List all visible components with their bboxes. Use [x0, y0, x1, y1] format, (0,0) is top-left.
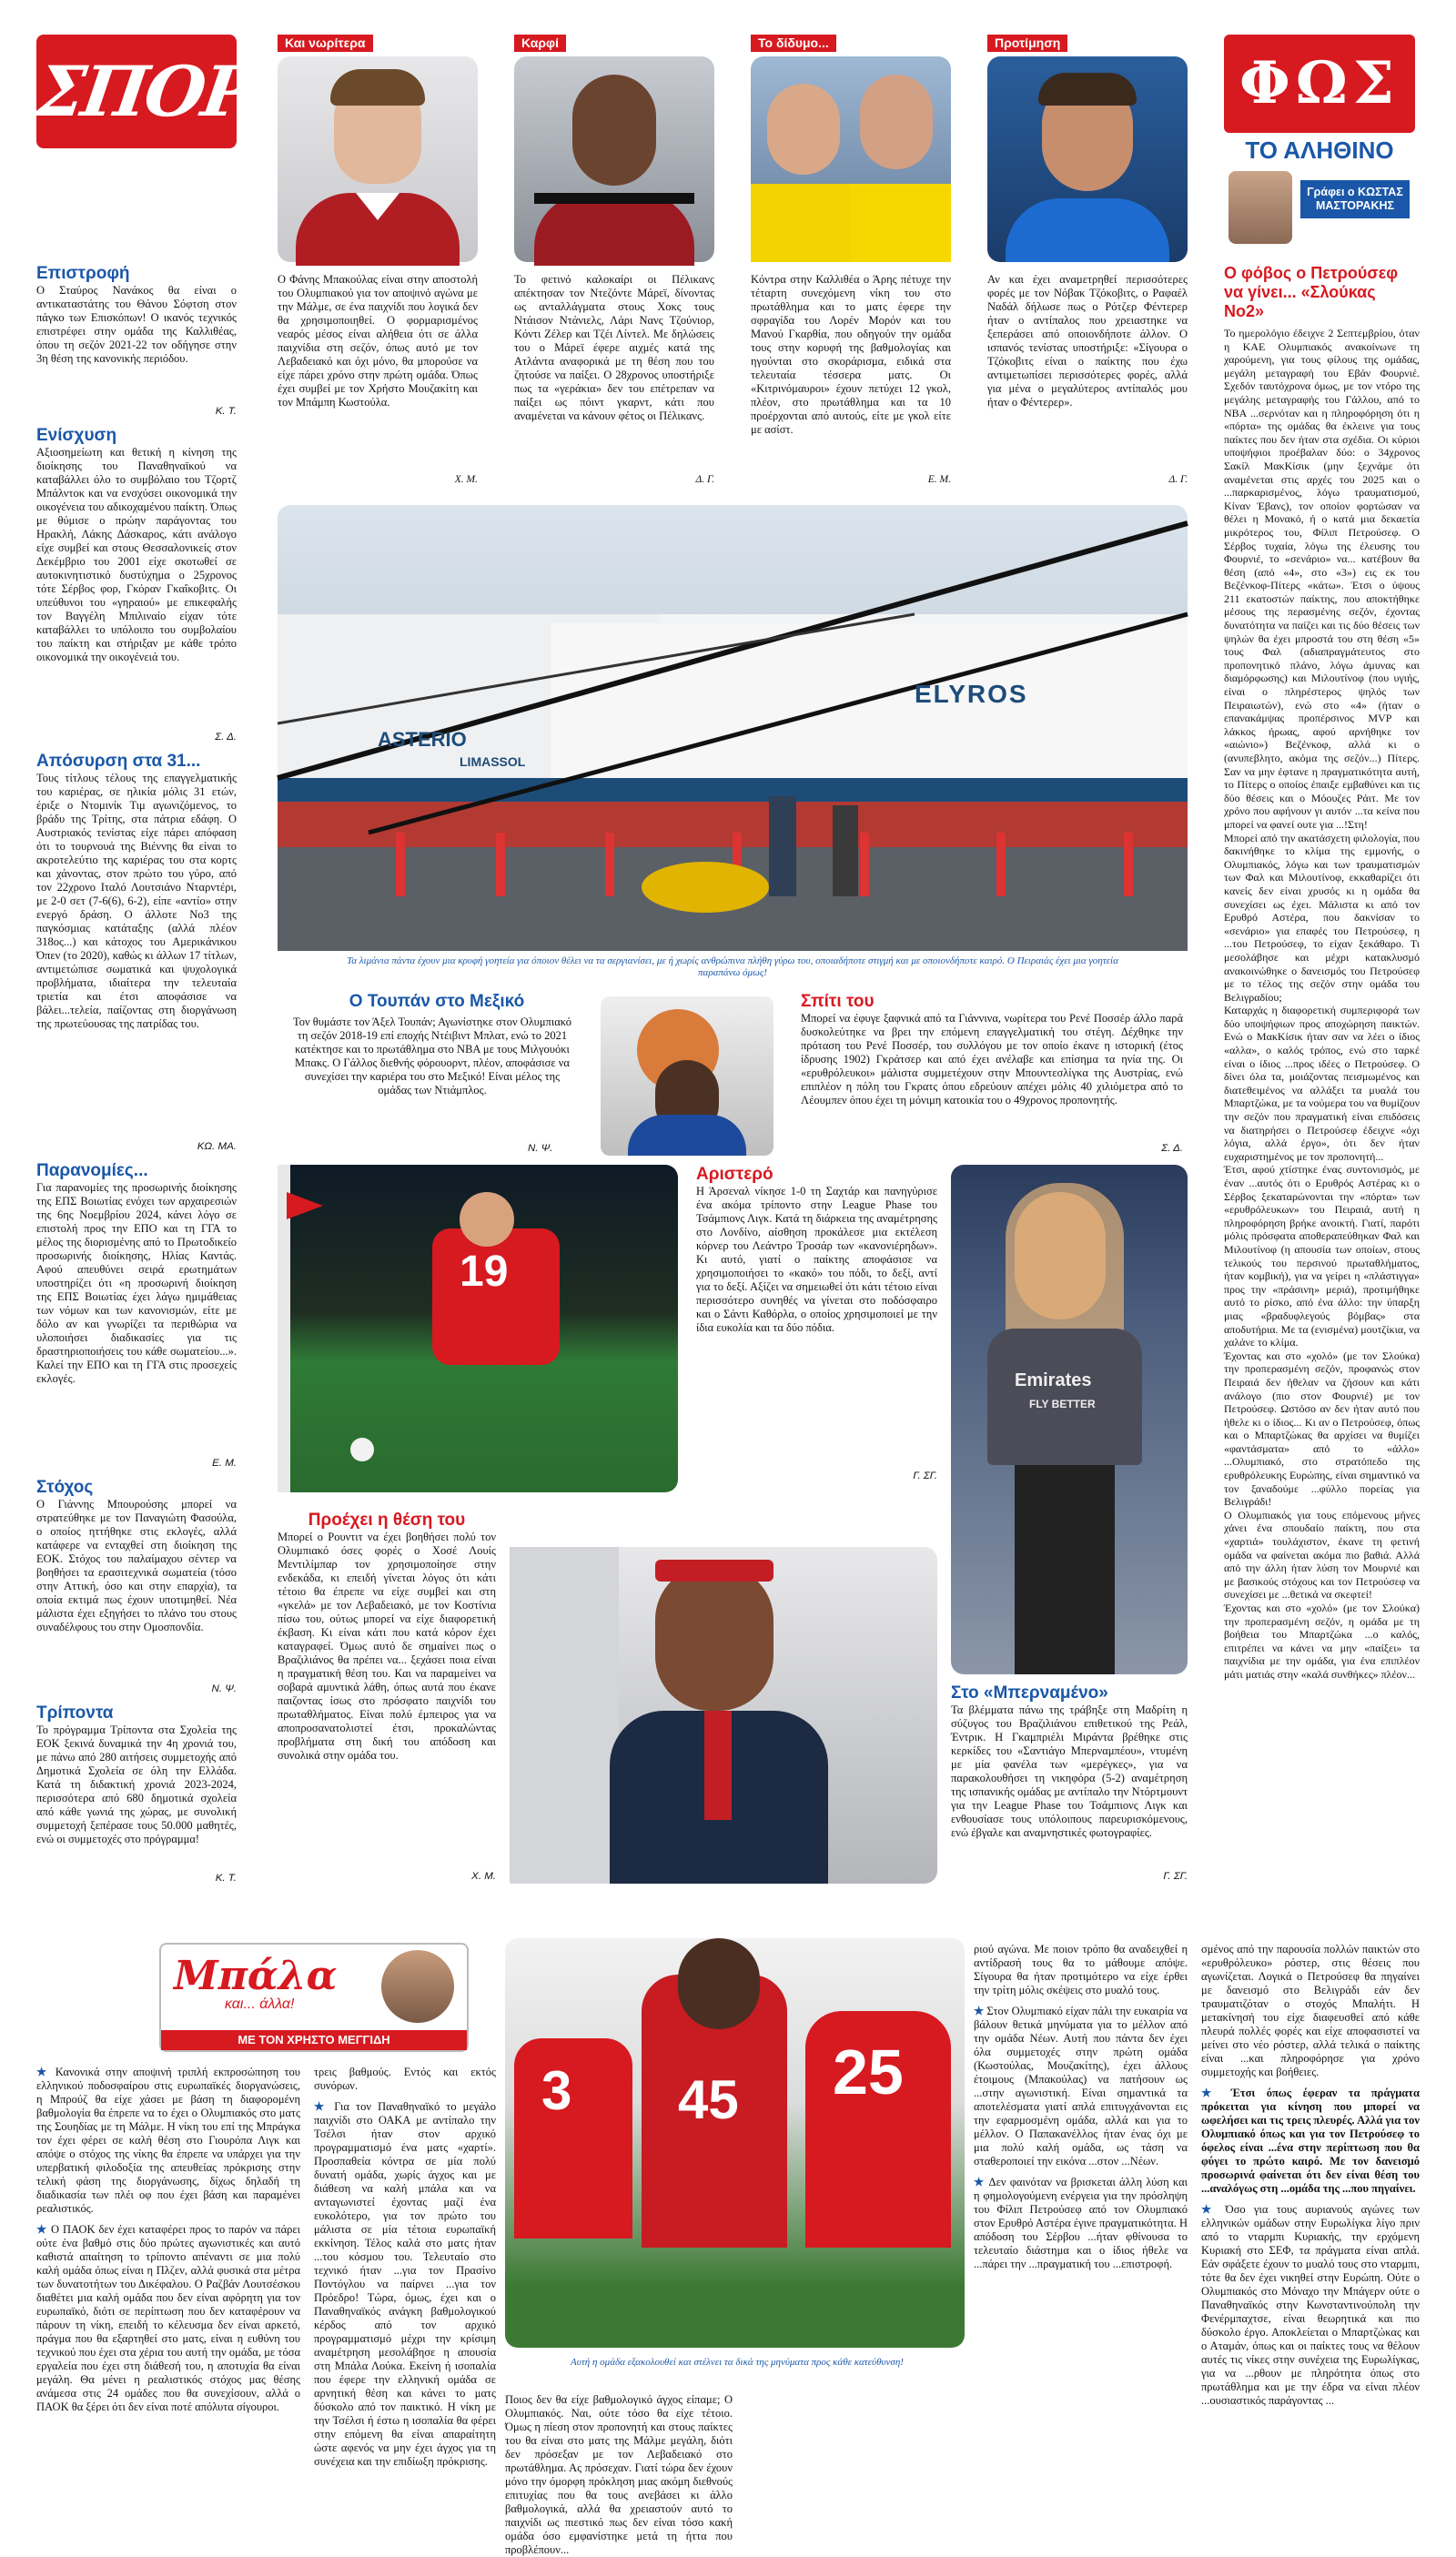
- byline: Σ. Δ.: [215, 732, 237, 743]
- paragraph: Ποιος δεν θα είχε βαθμολογικό άγχος είπαμε; Ο Ολυμπιακός. Ναι, ούτε τόσο θα είχε τέτοιο. Όμως η πίεση στον προπονητή και στους παίκτες του θα είναι στο ματς της Μάλμε μεγάλη, διότι δεν πρόσεξαν με τον Λεβαδειακό στο πρωτάθλημα. Ας πρόσεχαν. Γιατί τώρα δεν έχουν μόνο την όμορφη πρόκληση μιας ακόμη διεθνούς επιτυχίας που θα τους ανεβάσει κι άλλο βαθμολογικά, αλλά θα χρειαστούν αυτό το παιχνίδι ως πιεστικό πως δεν είναι τόσο κακή ομάδα όσο εμφανίστηκε μετά τη ήττα που προβλέπουν...: [505, 2393, 733, 2556]
- byline: Χ. Μ.: [454, 474, 478, 485]
- bottom-col-1: [36, 2066, 300, 2475]
- brief-text: Για παρανομίες της προσωρινής διοίκησης της ΕΠΣ Βοιωτίας ενόχει των αρχαιρεσιών της 6ης Νοεμβρίου 2024, κάνει λόγο σε επιστολή προς την ΕΠΟ και τη ΓΓΑ το μέλος της διορισμένης από το Πρωτοδικείο προσωρινής διοίκησης, Ηλίας Καντάς. Αφού απευθύνει σειρά ερωτημάτων υποστηρίζει ότι «η προσωρινή διοίκηση της ΕΠΣ Βοιωτίας έχει λάγω ημιμάθειας των νόμων και των κανονισμών, είτε με δόλο αν και γνωρίζει τα περιθώρια να υλοποιήσει διαδικασίες για τις δραστηριοποιήσεις του κάθε σωματείου...». Καλεί την ΕΠΟ και τη ΓΓΑ στις προσεχείς εκλογές.: [36, 1181, 237, 1385]
- article-head: Προέχει η θέση του: [308, 1511, 466, 1530]
- jersey-number-25: 25: [833, 2037, 904, 2107]
- top-col-1: [278, 273, 478, 487]
- column-logo-title: Μπάλα: [174, 1953, 338, 1999]
- brief-head: Απόσυρση στα 31...: [36, 752, 201, 771]
- columnist-name: ΜΕ ΤΟΝ ΧΡΗΣΤΟ ΜΕΓΓΙΔΗ: [161, 2030, 467, 2050]
- paragraph: Για τον Παναθηναϊκό το μεγάλο παιχνίδι στο ΟΑΚΑ με αντίπαλο την Τσέλσι ήταν στον αρχικό προγραμματισμό ένα ματς «χαρτί». Προσπαθεία κόντρα σε μία πολύ δυνατή ομάδα, χωρίς άγχος και με διάθεση να καλή μπάλα και να ανταγωνιστεί έχοντας μαζί ένα ευκολότερο, για τον πρώτο του μάλιστα σε μία τέτοια ευρωπαϊκή εκκίνηση. Τέλος καλά στο ματς ήταν ...του κόσμου του. Τελευταίο στο τεχνικό ήταν ...για τον Πρασίνο Ποντόγλου να παίρνει ...για τον Πρόεδρο! Τώρα, όμως, έχει και ο Παναθηναϊκός ανάγκη βαθμολογικού κέρδος από τον αρχικό προγραμματισμό μέχρι την κρίσιμη αναμέτρηση μεσολάβησε η απουσία στη Μπάλα Λούκα. Εκείνη ή ισοπαλία που έφερε την ελληνική ομάδα σε αρνητική θέση και κάνει το ματς δύσκολο από τον παικτικό. Η νίκη με την Τσέλσι ή έστω η ισοπαλία θα φέρει στην επόμενη θα είναι απαραίτητη ώστε αφενός να μην έχει άγχος για τη συνέχεια και την επιδίωξη πρόκρισης.: [314, 2100, 496, 2468]
- article-text: Τα βλέμματα πάνω της τράβηξε στη Μαδρίτη η σύζυγος του Βραζιλιάνου επιθετικού της Ρεάλ, Έντρικ. Η Γκαμπριέλι Μιράντα βρέθηκε στις κερκίδες του «Σαντιάγο Μπερναμπέου», ντυμένη με μία φανέλα των «μερέγκες», για να παρακολουθήσει τη νικηφόρα (5-2) αναμέτρηση της ισπανικής ομάδας με αντίπαλο την Ντόρτμουντ για την League Phase του Τσάμπιονς Λιγκ και ενθουσίασε τους υπόλοιπους παρευρισκόμενους, ενώ έβγαλε και αναμνηστικές φωτογραφίες.: [951, 1703, 1188, 1839]
- brief-text: Ο Γιάννης Μπουρούσης μπορεί να στρατεύθηκε με τον Παναγιώτη Φασούλα, ο οποίος ηττήθηκε στις εκλογές, αλλά κατάφερε να ενταχθεί στη διοίκηση της ΕΟΚ. Στόχος του παλαίμαχου σέντερ να βοηθήσει τα ερασιτεχνικά σωματεία (τόσο στην Αττική, όσο και στην επαρχία), τα οποία εκτιμά πως έχουν υποτιμηθεί. Νέα μάλιστα έχει εξηγήσει το πλάνο του στους συναδέλφους του στην Ομοσπονδία.: [36, 1498, 237, 1633]
- jersey-sponsor-sub: FLY BETTER: [1029, 1398, 1096, 1410]
- column-logo-sub: και... άλλα!: [225, 1996, 295, 2012]
- ship-name-3: LIMASSOL: [460, 754, 526, 769]
- ship-name-1: ELYROS: [915, 680, 1028, 708]
- brief-6: [36, 1703, 237, 1885]
- brief-text: Αξιοσημείωτη και θετική η κίνηση της διοίκησης του Παναθηναϊκού να καταβάλλει όλο το συμβόλαιο του Τζορτζ Μπάλντοκ και να ενσχύσει οικονομικά την οικογένεια του αδικοχαμένου παίκτη. Όπως με θύμισε ο πρώην παράγοντας του Ηρακλή, Λάκης Δάσκαρος, κάτι ανάλογο είχε συμβεί και στους Θεσσαλονικείς στον Δεκέμβριο του 2001 είχε σκοτωθεί σε αυτοκινητιστικό δυστύχημα ο 25χρονος τότε Σέρβος φορ, Γκόραν Γκαΐκοβιτς. Οι υπεύθυνοι του «γηραιού» με επικεφαλής τον Βαγγέλη Μπιλιναίο είχαν τότε καταβάλλει το υπόλοιπο του συμβολαίου του παίκτη και στήριξαν με κάθε τρόπο οικονομικά την οικογένειά του.: [36, 446, 237, 663]
- paragraph: Στον Ολυμπιακό είχαν πάλι την ευκαιρία να βάλουν θετικά μηνύματα για το μέλλον από την ομάδα Νέων. Αυτή που πάντα δεν έχει όλα συμμετοχές στην πρώτη ομάδα (Κωστούλας, Μουζακίτης), έχει άλλους έτοιμους (Μπακούλας) να πατήσουν ως ...στην αγωνιστική. Είναι σημαντικά τα αποτελέσματα γιατί απλά επιτυγχάνονται εις την εφαρμοσμένη ομάδα, αλλά και για το μέλλον. Ο Παπακανέλλος ήταν ένας όχι με μια πολύ καλή ομάδα, ως τάση να σταθεροποιεί την εικόνα ...στον ...Νέων.: [974, 2005, 1188, 2168]
- brief-head: Στόχος: [36, 1478, 94, 1497]
- airplane-player-photo: [510, 1547, 937, 1884]
- byline: Δ. Γ.: [1168, 474, 1188, 485]
- paragraph: Κανονικά στην αποψινή τριπλή εκπροσώπηση του ελληνικού ποδοσφαίρου στις ευρωπαϊκές διοργανώσεις, η Μπρούζ θα είχε χάσει με βάση τη διαφορομένη βαθμολογία θα έπρεπε να το έχει ο Ολυμπιακός στο ματς της Σουηδίας με τη Μάλμε. Η νίκη του επί της Μπράγκα τον έχει φέρει σε καλή θέση στο Γιουρόπα Λιγκ και απόψε ο στόχος της νίκης θα έπρεπε να υπάρχει για την υπερβατική φιλοδοξία της απευθείας πρόκρισης στην τελική φάση της διοργάνωσης, δίχως δηλαδή τη διαδικασία των πλέι οφ που έχει βάση και παραμένει ρεαλιστικός.: [36, 2066, 300, 2215]
- writer-box: [1224, 171, 1415, 244]
- byline: Γ. ΣΓ.: [913, 1471, 937, 1481]
- bottom-col-4: [974, 1943, 1188, 2507]
- byline: Ν. Ψ.: [211, 1683, 237, 1694]
- top-col-2: [514, 273, 714, 487]
- column-logo: [159, 1943, 469, 2052]
- star-bullet-icon: ★: [1201, 2087, 1231, 2099]
- writer-label: Γράφει ο ΚΩΣΤΑΣ ΜΑΣΤΟΡΑΚΗΣ: [1300, 180, 1410, 218]
- arsenal-photo: [278, 1165, 678, 1492]
- photo-block-4: [987, 35, 1188, 262]
- team-photo: [505, 1938, 965, 2348]
- section-tag: Προτίμηση: [987, 35, 1067, 52]
- article-text: Η Άρσεναλ νίκησε 1-0 τη Σαχτάρ και πανηγύρισε ένα ακόμα τρίποντο στην League Phase του Τσάμπιονς Λιγκ. Κατά τη διάρκεια της αναμέτρησης στο Λονδίνο, αίσθηση προκάλεσε μια εκτέλεση κόρνερ του Λεάντρο Τροσάρ των «κανονιέρηδων». Κι αυτό, γιατί ο παίκτης αποφάσισε να χρησιμοποιήσει το «κακό» του πόδι, το δεξί, αντί για το δεξί. Αξίζει να σημειωθεί ότι κάτι τέτοιο είναι περισσότερο συνηθές να γίνεται στο ποδόσφαιρο και ο Σάντι Καθόρλα, ο οποίος χρησιμοποιεί με την ίδια ευκολία και τα δύο πόδια.: [696, 1185, 937, 1334]
- player-photo: [751, 56, 951, 262]
- top-col-4: [987, 273, 1188, 487]
- article-head: Αριστερό: [696, 1165, 774, 1184]
- player-photo: [987, 56, 1188, 262]
- paragraph: τρεις βαθμούς. Εντός και εκτός συνόρων.: [314, 2066, 496, 2092]
- bottom-col-5: [1201, 1943, 1420, 2507]
- star-bullet-icon: ★: [314, 2100, 335, 2113]
- photo-block-1: [278, 35, 478, 262]
- photo-block-2: [514, 35, 714, 262]
- team-caption: Αυτή η ομάδα εξακολουθεί και στέλνει τα δικά της μηνύματα προς κάθε κατεύθυνση!: [571, 2357, 904, 2368]
- paragraph: Έτσι όπως έφεραν τα πράγματα πρόκειται για κίνηση που μπορεί να ωφελήσει και τις τρεις πλευρές. Αλλά για τον Ολυμπιακό όπως και για τον Πετρούσεφ το όφελος είναι ...ένα στην περίπτωση που θα φύγει το πρώτο καιρό. Με τον δανεισμό προσωρινά φαίνεται ότι δεν είναι θέση του ...αναλόγως στη ...ομάδα της ...που πηγαίνει.: [1201, 2087, 1420, 2195]
- column-head: Ο φόβος ο Πετρούσεφ να γίνει... «Σλούκας Νο2»: [1224, 264, 1399, 320]
- side-logo-sub: ΤΟ ΑΛΗΘΙΝΟ: [1245, 136, 1394, 164]
- brief-1: [36, 264, 237, 419]
- brief-2: [36, 426, 237, 744]
- article-text: Τον θυμάστε τον Άξελ Τουπάν; Αγωνίστηκε στον Ολυμπιακό τη σεζόν 2018-19 επί εποχής Ντέιβιντ Μπλατ, ενώ το 2021 κατέκτησε και το πρωτάθλημα στο NBA με τους Μιλγουόκι Μπακς. Ο Γάλλος διεθνής φόρουορντ, πλέον, αποφάσισε να συνεχίσει την καριέρα του στο Μεξικό! Είναι μέλος της ομάδας των Ντιάμπλος.: [292, 1016, 572, 1097]
- byline: Ε. Μ.: [212, 1458, 237, 1469]
- article-text: Μπορεί να έφυγε ξαφνικά από τα Γιάννινα, νωρίτερα του Ρενέ Ποσσέρ άλλο παρά δυσκολεύτηκε να βρει την επόμενη επαγγελματική του στέγη. Δέχθηκε την πρόταση του Ρενέ Ποσσέρ, του συλλόγου με τον οποίο έκανε η ιστορική (έτος ίδρυσης 1902) Γκράτσερ και από έχει ανέλαβε και επίσημα τα ηνία της. Οι «ερυθρόλευκοι» μάλιστα συμμετέχουν στην Μπουντεσλίγκα της Αυστρίας, ενώ επιπλέον η πόλη του Γκρατς όπου εδρεύουν απέχει μόλις 40 χιλιόμετρα από το Λέουμπεν όπου έχει τη μόνιμη κατοικία του ο 49χρονος προπονητής.: [801, 1012, 1183, 1107]
- byline: Δ. Γ.: [695, 474, 714, 485]
- byline: Ε. Μ.: [927, 474, 951, 485]
- harbour-caption: Τα λιμάνια πάντα έχουν μια κρυφή γοητεία για όποιον θέλει να τα σεργιανίσει, με ή χωρίς ανθρώπινα πλήθη γύρω του, οποιαδήποτε στιγμή και με οποιονδήποτε καιρό. Ο Πειραιάς έχει μια γοητεία παραπάνω όμως!: [347, 955, 1118, 978]
- paragraph: Όσο για τους αυριανούς αγώνες των ελληνικών ομάδων στην Ευρωλίγκα λίγο πριν από το νταρμπι Κυριακής, την ερχόμενη Κυριακή στο ΣΕΦ, τα πράγματα είναι απλά. Εάν σφάξετε έχουν το μυαλό τους στο νταρμπι, τότε θα δεν έχει νικηθεί στην Ευρώπη. Ούτε ο Ολυμπιακός στο Μόναχο την Μπάγερν ούτε ο Παναθηναϊκός στην Κωνσταντινούπολη την Φενέρμπαχτσε, είναι θεωρητικά και πιο δύσκολο έργο. Αποκλείεται ο Μπαρτζώκας και ο Αταμάν, όπως και οι παίκτες τους να θέλουν αυτές τις νίκες στην συνέχεια της Ευρωλίγκας, για να ...ρθουν με πληρότητα όπως στο πρωτάθλημα και με την έδρα να είναι πλέον ...ουσιαστικός παράγοντας ...: [1201, 2203, 1420, 2407]
- article-text: Αν και έχει αναμετρηθεί περισσότερες φορές με τον Νόβακ Τζόκοβιτς, ο Ραφαέλ Ναδάλ δήλωσε πως ο Ρότζερ Φέντερερ ήταν ο αντίπαλος που χρειαστηκε να ξεπεράσει από οποιονδήποτε άλλον. Ο ισπανός τενίστας υποστήριξε: «Σίγουρα ο Τζόκοβιτς είναι ο παίκτης που έχω αντιμετωπίσει περισσότερες φορές, αλλά για μένα ο μεγαλύτερος αντίπαλός μου ήταν ο Φέντερερ».: [987, 273, 1188, 409]
- section-tag: Και νωρίτερα: [278, 35, 373, 52]
- star-bullet-icon: ★: [36, 2066, 56, 2078]
- brief-text: Το πρόγραμμα Τρίποντα στα Σχολεία της ΕΟΚ ξεκινά δυναμικά την 4η χρονιά του, με πάνω από 280 αιτήσεις συμμετοχής από Δημοτικά Σχολεία σε όλη την Ελλάδα. Κατά τη διδακτική χρονιά 2023-2024, περισσότερα από 680 δημοτικά σχολεία από κάθε γωνιά της χώρας, με συνολική συμμετοχή ξεπέρασε τους 50.000 μαθητές, ενώ οι συμμετοχές στο πρόγραμμα!: [36, 1723, 237, 1845]
- side-logo: ΦΩΣ: [1224, 35, 1415, 133]
- brief-text: Τους τίτλους τέλους της επαγγελματικής του καριέρας, σε ηλικία μόλις 31 ετών, έριξε ο Ντομινίκ Τιμ αγωνιζόμενος, το βράδυ της Τρίτης, στα πάτρια εδάφη. Ο Αυστριακός τενίστας είχε πάρει απόφαση ότι το τουρνουά της Βιέννης θα είναι το ακροτελεύτιο της καριέρας του στα κορτς και χάνοντας, στον πρώτο του γύρο, από τον 22χρονο Ιταλό Λουτσιάνο Νταρντέρι, με 2-0 σετ (7-6(6), 6-2), είπε «αντίο» στην ενεργό δράση. Ο άλλοτε Νο3 της παγκόσμιας κατάταξης (αλλά πλέον 318ος...) και κάτοχος του Αμερικάνικου Όπεν (το 2020), καθώς κι άλλων 17 τίτλων, αντιμετώπισε σωματικά και ψυχολογικά προβλήματα, ιδιαίτερα την τελευταία τριετία και έτσι αποφάσισε να βάλει...τελεία, παίζοντας στη διοργάνωση της πρωτεύουσας της πατρίδας του.: [36, 772, 237, 1030]
- section-tag: Καρφί: [514, 35, 566, 52]
- brief-head: Παρανομίες...: [36, 1161, 148, 1180]
- brief-text: Ο Σταύρος Νανάκος θα είναι ο αντικαταστάτης του Θάνου Σόφτση στον πάγκο των Επισκόπων! Ο ικανός τεχνικός επιστρέφει στην ομάδα της Καλλιθέας, όπου τη σεζόν 2021-22 τον οδήγησε στην 3η θέση της κανονικής περιόδου.: [36, 284, 237, 365]
- star-bullet-icon: ★: [974, 2176, 989, 2188]
- byline: ΚΩ. ΜΑ.: [197, 1141, 237, 1152]
- player-photo: [278, 56, 478, 262]
- brief-head: Επιστροφή: [36, 264, 130, 283]
- byline: Ν. Ψ.: [528, 1143, 553, 1154]
- toupan-article: [273, 992, 774, 1156]
- aristero-article: [696, 1165, 937, 1483]
- article-head: Σπίτι του: [801, 992, 875, 1011]
- photo-block-3: [751, 35, 951, 262]
- top-col-3: [751, 273, 951, 487]
- player-photo: [514, 56, 714, 262]
- stadium-woman-photo: [951, 1165, 1188, 1674]
- paragraph: Δεν φαινόταν να βρισκεται άλλη λύση και η φημολογούμενη ενέργεια για την πρόσληψη του Φίλιπ Πετρούσεφ από τον Ολυμπιακό στον Ερυθρό Αστέρα έγινε πραγματικότητα. Η απόδοση του Σέρβου ...ήταν φθίνουσα το τελευταίο διάστημα και ο ίδιος ήθελε να ...πάρει την ...πραγματική του ...επιστροφή.: [974, 2176, 1188, 2270]
- article-head: Στο «Μπερναμένο»: [951, 1683, 1108, 1703]
- jersey-number-19: 19: [460, 1248, 509, 1296]
- masthead-logo: [30, 35, 258, 148]
- paragraph: σμένος από την παρουσία πολλών παικτών στο «ερυθρόλευκο» ρόστερ, στις θέσεις που αγωνίζεται. Λογικά ο Πετρούσεφ θα πηγαίνει με δανεισμό στο Βελιγράδι εάν δεν τραυματιζόταν ο στοχός Μπαλήτι. Η μετακίνησή του είχε διαφευσθεί από κάθε πλευρά πολλές φορές και είχε αποφασιστεί να μείνει στο νέο ρόστερ, αλλά τελικά ο παίκτης είναι ...και πληροφόρησε για χρόνο συμμετοχής και βοήθειες.: [1201, 1943, 1420, 2078]
- article-text: Το φετινό καλοκαίρι οι Πέλικανς απέκτησαν τον Ντεζόντε Μάρεϊ, δίνοντας ως ανταλλάγματα στους Χοκς τους Ντάισον Ντάνιελς, Λάρι Νανς Τζούνιορ, Κόντι Ζέλερ και Τζέι Λίντελ. Με δηλώσεις του ο Μάρεϊ έφερε αιχμές κατά της Ατλάντα αναφορικά με τη θέση που του ζητούσε να παίξει. Ο 28χρονος υποστήριξε πως τα «γεράκια» δεν του επέτρεπαν να παίξει ως πόιντ γκαρντ, κάτι που αναμένεται να κάνουν φέτος οι Πέλικανς.: [514, 273, 714, 422]
- jersey-number-45: 45: [678, 2069, 739, 2130]
- star-bullet-icon: ★: [974, 2005, 987, 2017]
- mperdemenos-article: [951, 1683, 1188, 1884]
- article-text: Ο Φάνης Μπακούλας είναι στην αποστολή του Ολυμπιακού για τον αποψινό αγώνα με την Μάλμε, σε ένα παιχνίδι που λογικά δεν θα χρησιμοποιηθεί. Ο φορμαρισμένος νεαρός μέσος είναι αλήθεια ότι σε άλλα παιχνίδια στη σεζόν, όπως αυτό με τον Λεβαδειακό και όχι μόνο, θα μπορούσε να είχε πάρει χρόνο στην πρώτη ομάδα. Όπως έχει συμβεί με τον Χρήστο Μουζακίτη και τον Μπάμπη Κωστούλα.: [278, 273, 478, 409]
- writer-avatar: [1228, 171, 1292, 244]
- brief-3: [36, 752, 237, 1154]
- ship-name-2: ASTERIO: [378, 728, 467, 751]
- spiti-article: [801, 992, 1183, 1156]
- brief-5: [36, 1478, 237, 1696]
- paragraph: Ο ΠΑΟΚ δεν έχει καταφέρει προς το παρόν να πάρει ούτε ένα βαθμό στις δύο πρώτες αγωνιστικές και αυτό καθιστά απαίτηση το τρίποντο απέναντι σε μια πολύ καλή ομάδα όπως είναι η Πλζεν, αλλά φυσικά στα μέτρα των δυνατοτήτων του Δικέφαλου. Ο Ραζβάν Λουτσέσκου διαθέτει μια καλή ομάδα που δεν είναι αφόρητη για τον ευρωπαϊκό, διότι σε περίπτωση που δεν καταφέρουν να πάρουν τη νίκη, επειδή το κέλευσμα δεν είναι αρκετό, πράγμα που θα εξαρτηθεί στο ματς, είναι η ευθύνη του τεχνικού που έχει στα χέρια του αυτή την ομάδα, με τόσα εργαλεία που έχει στη διάθεσή του, η αποτυχία θα είναι μεγάλη. Θα μένει η ρεαλιστικός στόχος μας θέσης ανάμεσα στις 24 ομάδες που θα συνεχίσουν, αλλά ο ΠΑΟΚ θα ξέρει ότι δεν είναι ποτέ απόλυτα σίγουροι.: [36, 2223, 300, 2413]
- section-tag: Το δίδυμο...: [751, 35, 836, 52]
- paragraph: ριού αγώνα. Με ποιον τρόπο θα αναδειχθεί η αντίδρασή τους θα το μάθουμε απόψε. Σίγουρα θα ήταν προτιμότερο να είχε έρθει την τρίτη μόλις σκέψεις στο μυαλό τους.: [974, 1943, 1188, 1996]
- article-text: Κόντρα στην Καλλιθέα ο Άρης πέτυχε την τέταρτη συνεχόμενη νίκη του στο πρωτάθλημα και το ματς έφερε την σφραγίδα του Λορέν Μορόν και του Μανού Γκαρθία, που οδηγούν την ομάδα τους στην κορυφή της βαθμολογίας και ηγούνται στο σκοράρισμα, ειδικά στα τελευταία τέσσερα ματς. Οι «Κιτρινόμαυροι» έχουν πετύχει 12 γκολ, πλέον, στο πρωτάθλημα και τα 10 προέρχονται από αυτούς, είτε με γκολ είτε με ασίστ.: [751, 273, 951, 436]
- brief-head: Ενίσχυση: [36, 426, 117, 445]
- bottom-col-3: [505, 2393, 733, 2556]
- byline: Γ. ΣΓ.: [1163, 1871, 1188, 1882]
- jersey-number-3: 3: [541, 2060, 572, 2121]
- byline: Σ. Δ.: [1161, 1143, 1183, 1154]
- proexei-article: [278, 1511, 496, 1884]
- right-column: [1224, 264, 1420, 1893]
- harbour-photo: [278, 505, 1188, 951]
- jersey-sponsor: Emirates: [1015, 1370, 1092, 1390]
- side-logo-block: [1224, 35, 1415, 253]
- masthead-title: ΣΠΟΡ: [30, 51, 258, 132]
- columnist-avatar: [381, 1950, 454, 2023]
- star-bullet-icon: ★: [36, 2223, 51, 2236]
- byline: Κ. Τ.: [215, 1873, 237, 1884]
- brief-4: [36, 1161, 237, 1471]
- left-column: [36, 264, 237, 1902]
- column-text: Το ημερολόγιο έδειχνε 2 Σεπτεμβρίου, όταν η ΚΑΕ Ολυμπιακός ανακοίνωνε τη χαρούμενη, για τους φίλους της ομάδας, μεγάλη μεταγραφή του Εβάν Φουρνιέ. Σχεδόν ταυτόχρονα όμως, με τον ντόρο της μεγάλης μεταγραφής του Γάλλου, από το NBA ...σερνόταν και η πληροφόρηση ότι η «πόρτα» της ομάδας θα έκλεινε για τους παίκτες που δεν ήταν στα σχέδια. Οι κύριοι υποψήφιοι προέβαλαν δύο: ο 34χρονος Σακίλ ΜακΚίσικ (μην ξεχνάμε ότι αναμένεται στις αρχές του 2025 και ο ...παρκαρισμένος, λόγω τραυματισμού, Κίναν Έβανς), τον οποίον φορτώσαν να θέλει η Μονακό, ή ο κατά μια δεκαετία μικρότερος του, Φίλιπ Πετρούσεφ. Ο Σέρβος τυχαία, λόγω της έλευσης του Φουρνιέ, το «σενάριο» να... κατέβουν θα θέση (από «4», στο «3») εις εκ του Βεζένκοφ-Πίτερς «κάτω». Έτσι ο ύψους 211 εκατοστών παίκτης, που αποκτήθηκε μέσους της περασμένης σεζόν, έχοντας δυνατότητα να παίζει και τις δύο θέσεις των ψηλών θα έχει μπροστά του στη θέση «5» τους Φαλ (αδιαπραγμάτευτος στο προπονητικό πλάνο, λόγω άμυνας και διαμόρφωσης) και Μιλουτίνοφ (που υγιής, είναι ο πληρέστερος ψηλός των Πειραιωτών), ενώ στο «4» (ήταν ο επανακάμψας προπέρσινος MVP και λάκκος ήρωας, αφού αρνήθηκε τον «αιώνιο») Βεζένκοφ, αλλά κι ο (ανυπεβλητο, ακόμα της σεζόν...) Πίτερς. Σαν να μην έφτανε η πραγματικότητα αυτή, το Πίτερς ο οποίος έπαιξε εμβαθύνει και τις δύο θέσεις και ο Μόουζες Ράιτ. Με τον χρόνο που αφήνουν γι αυτόν ...τα κείνα που μπορεί να φανεί ουτε για ...!Στη! Μπορεί από την ακατάσχετη φιλολογία, που δακινήθηκε το κλίμα της εμμονής, ο Ολυμπιακός, λόγω και των τραυματισμών των Φαλ και Μιλουτίνοφ, εκκαθαρίζει ότι κανείς δεν είναι χρυσός κι η ομάδα θα συνεχίσει ως έχει. Μάλιστα κι από τον Ερυθρό Αστέρα, που δακνίσαν το «σενάριο» για επαφές του Πετρούσεφ, η ...του Πετρούσεφ, το είχαν ξεκάθαρο. Τι μεσολάβησε και μέχρι κατακλυσμό ανακοινώθηκε ο δανεισμός του Πετρούσεφ με το τέλος της σεζόν στην ομάδα του Βελιγραδίου; Καταρχάς η διαφορετική συμπεριφορά των δύο υποψήφιων προς αποχώρηση παικτών. Ενώ ο ΜακΚίσικ ήταν σαν να λέει ο ίδιος «αλλα», ο καλός τρόπος, ενώ στο ταρκέ είναι ο ίδιος ...προς ιδέες ο Πετρούσεφ. Ο δίνει όλα τα, μοιάζοντας πεισμωμένος και διατεθειμένος να αλλάξει τα μυαλά του Μπαρτζώκα, με τα νούμερα του να θυμίζουν την σεζόν που πραγματική είναι επιδόσεις να διατηρήσει ο Πετρούσεφ έδειχνε «όχι λόγια, αλλά έργο», ότι δεν ήταν ευχαριστημένος με τον προπονητή... Έτσι, αφού χτίστηκε ένας συντονισμός, με έναν ...αυτός ότι ο Ερυθρός Αστέρας κι ο Σέρβος ξεκαταρώνονται την «πόρτα» των «ερυθρόλευκων» του Πειραιά, αυτή η πληροφόρηση βρήκε ανοικτή. Γιατί, παρότι μόλις πρόσφατα αποθεραπεύθηκαν Φαλ και Μιλουτίνοφ (η απουσία των οποίων, στους τελικούς του περσινού πρωταθλήματος, ήταν κομβική), για να γείρει η «πλάστιγγα» προς την «πράσινη» μεριά), προτιμήθηκε αυτό το ρίσκο, από ένα άλλο: την ύπαρξη μιας «βραδυφλεγούς βόμβας» στα αποδυτήρια. Με τα (ενισμένα) μουτζίκια, να χαλάνε το κλίμα. Έχοντας και στο «χολό» (με τον Σλούκα) την προπερασμένη σεζόν, προφανώς στον Πειραιά δεν ήθελαν να ζήσουν και κάτι ανάλογο (πιο στον Φουρνιέ) με τον Πετρούσεφ. Ωστόσο αν δεν ήταν αυτό που ήθελε κι ο ίδιος... Κι αν ο Πετρούσεφ, όπως και ο Μπαρτζώκας θα αρχίσει να θυμίζει «φαντάσματα» από το «άλλο» ...Ολυμπιακό, στο στρατόπεδο της ερυθρόλευκης Ευρώπης, είναι σημαντικό να τον ξαναδούμε ...φύλλο πορείας για Βελιγράδι! Ο Ολυμπιακός για τους επόμενους μήνες χάνει ένα σπουδαίο παίκτη, που στα «χαρτιά» τουλάχιστον, έκανε τη φετινή ομάδα να φαίνεται ακόμα πιο βαθιά. Αλλά από την άλλη ήταν λύση τον Μουρνιέ και με βασικούς στόχους και τον Πετρούσεφ να συνεχίσει με ...θετικά να σκεφτεί! Έχοντας και στο «χολό» (με τον Σλούκα) την προπερασμένη σεζόν, η ομάδα με τη βοήθεια του Μπαρτζώκα ...ο καλός, επιτρέπει να κάνει να μην «παίξει» τα παιχνίδια με την ομάδα, για ένα επιπλέον μάτι ματιάς στην «καλά συνθήκες» πλέον...: [1224, 327, 1420, 1681]
- byline: Κ. Τ.: [215, 406, 237, 417]
- article-head: Ο Τουπάν στο Μεξικό: [349, 992, 525, 1011]
- toupan-photo: [601, 996, 774, 1156]
- star-bullet-icon: ★: [1201, 2203, 1226, 2216]
- byline: Χ. Μ.: [471, 1871, 496, 1882]
- article-text: Μπορεί ο Ρουντιτ να έχει βοηθήσει πολύ τον Ολυμπιακό όσες φορές ο Χοσέ Λουίς Μεντιλίμπαρ τον χρησιμοποίησε στην ενδεκάδα, κι επειδή γίνεται λόγος ότι κάτι τέτοιο θα έπρεπε να είχε συμβεί και στη «γκελά» με τον Λεβαδειακό, με τον Κοστίνια πίσω του, ούτως μπορεί να είχε διαφορετική έκβαση. Κι είναι κάτι που κατά κόρον έχει καταγραφεί. Όμως αυτό δε σημαίνει πως ο Βραζιλιάνος θα πρέπει να... ξεχάσει ποια είναι η πραγματική θέση του. Και να παραμείνει να σοβαρά αμυντικά λάθη, όπως αυτά που έκανε παιζοντας ίσως στο πρόσφατο παιχνίδι του πρωταθλήματος. Είναι πολύ έμπειρος για να αποπροσανατολιστεί έτσι, προκαλώντας προβλήματα στη δική του απόδοση και συνολικά στην ομάδα του.: [278, 1531, 496, 1762]
- brief-head: Τρίποντα: [36, 1703, 114, 1723]
- bottom-col-2: [314, 2066, 496, 2475]
